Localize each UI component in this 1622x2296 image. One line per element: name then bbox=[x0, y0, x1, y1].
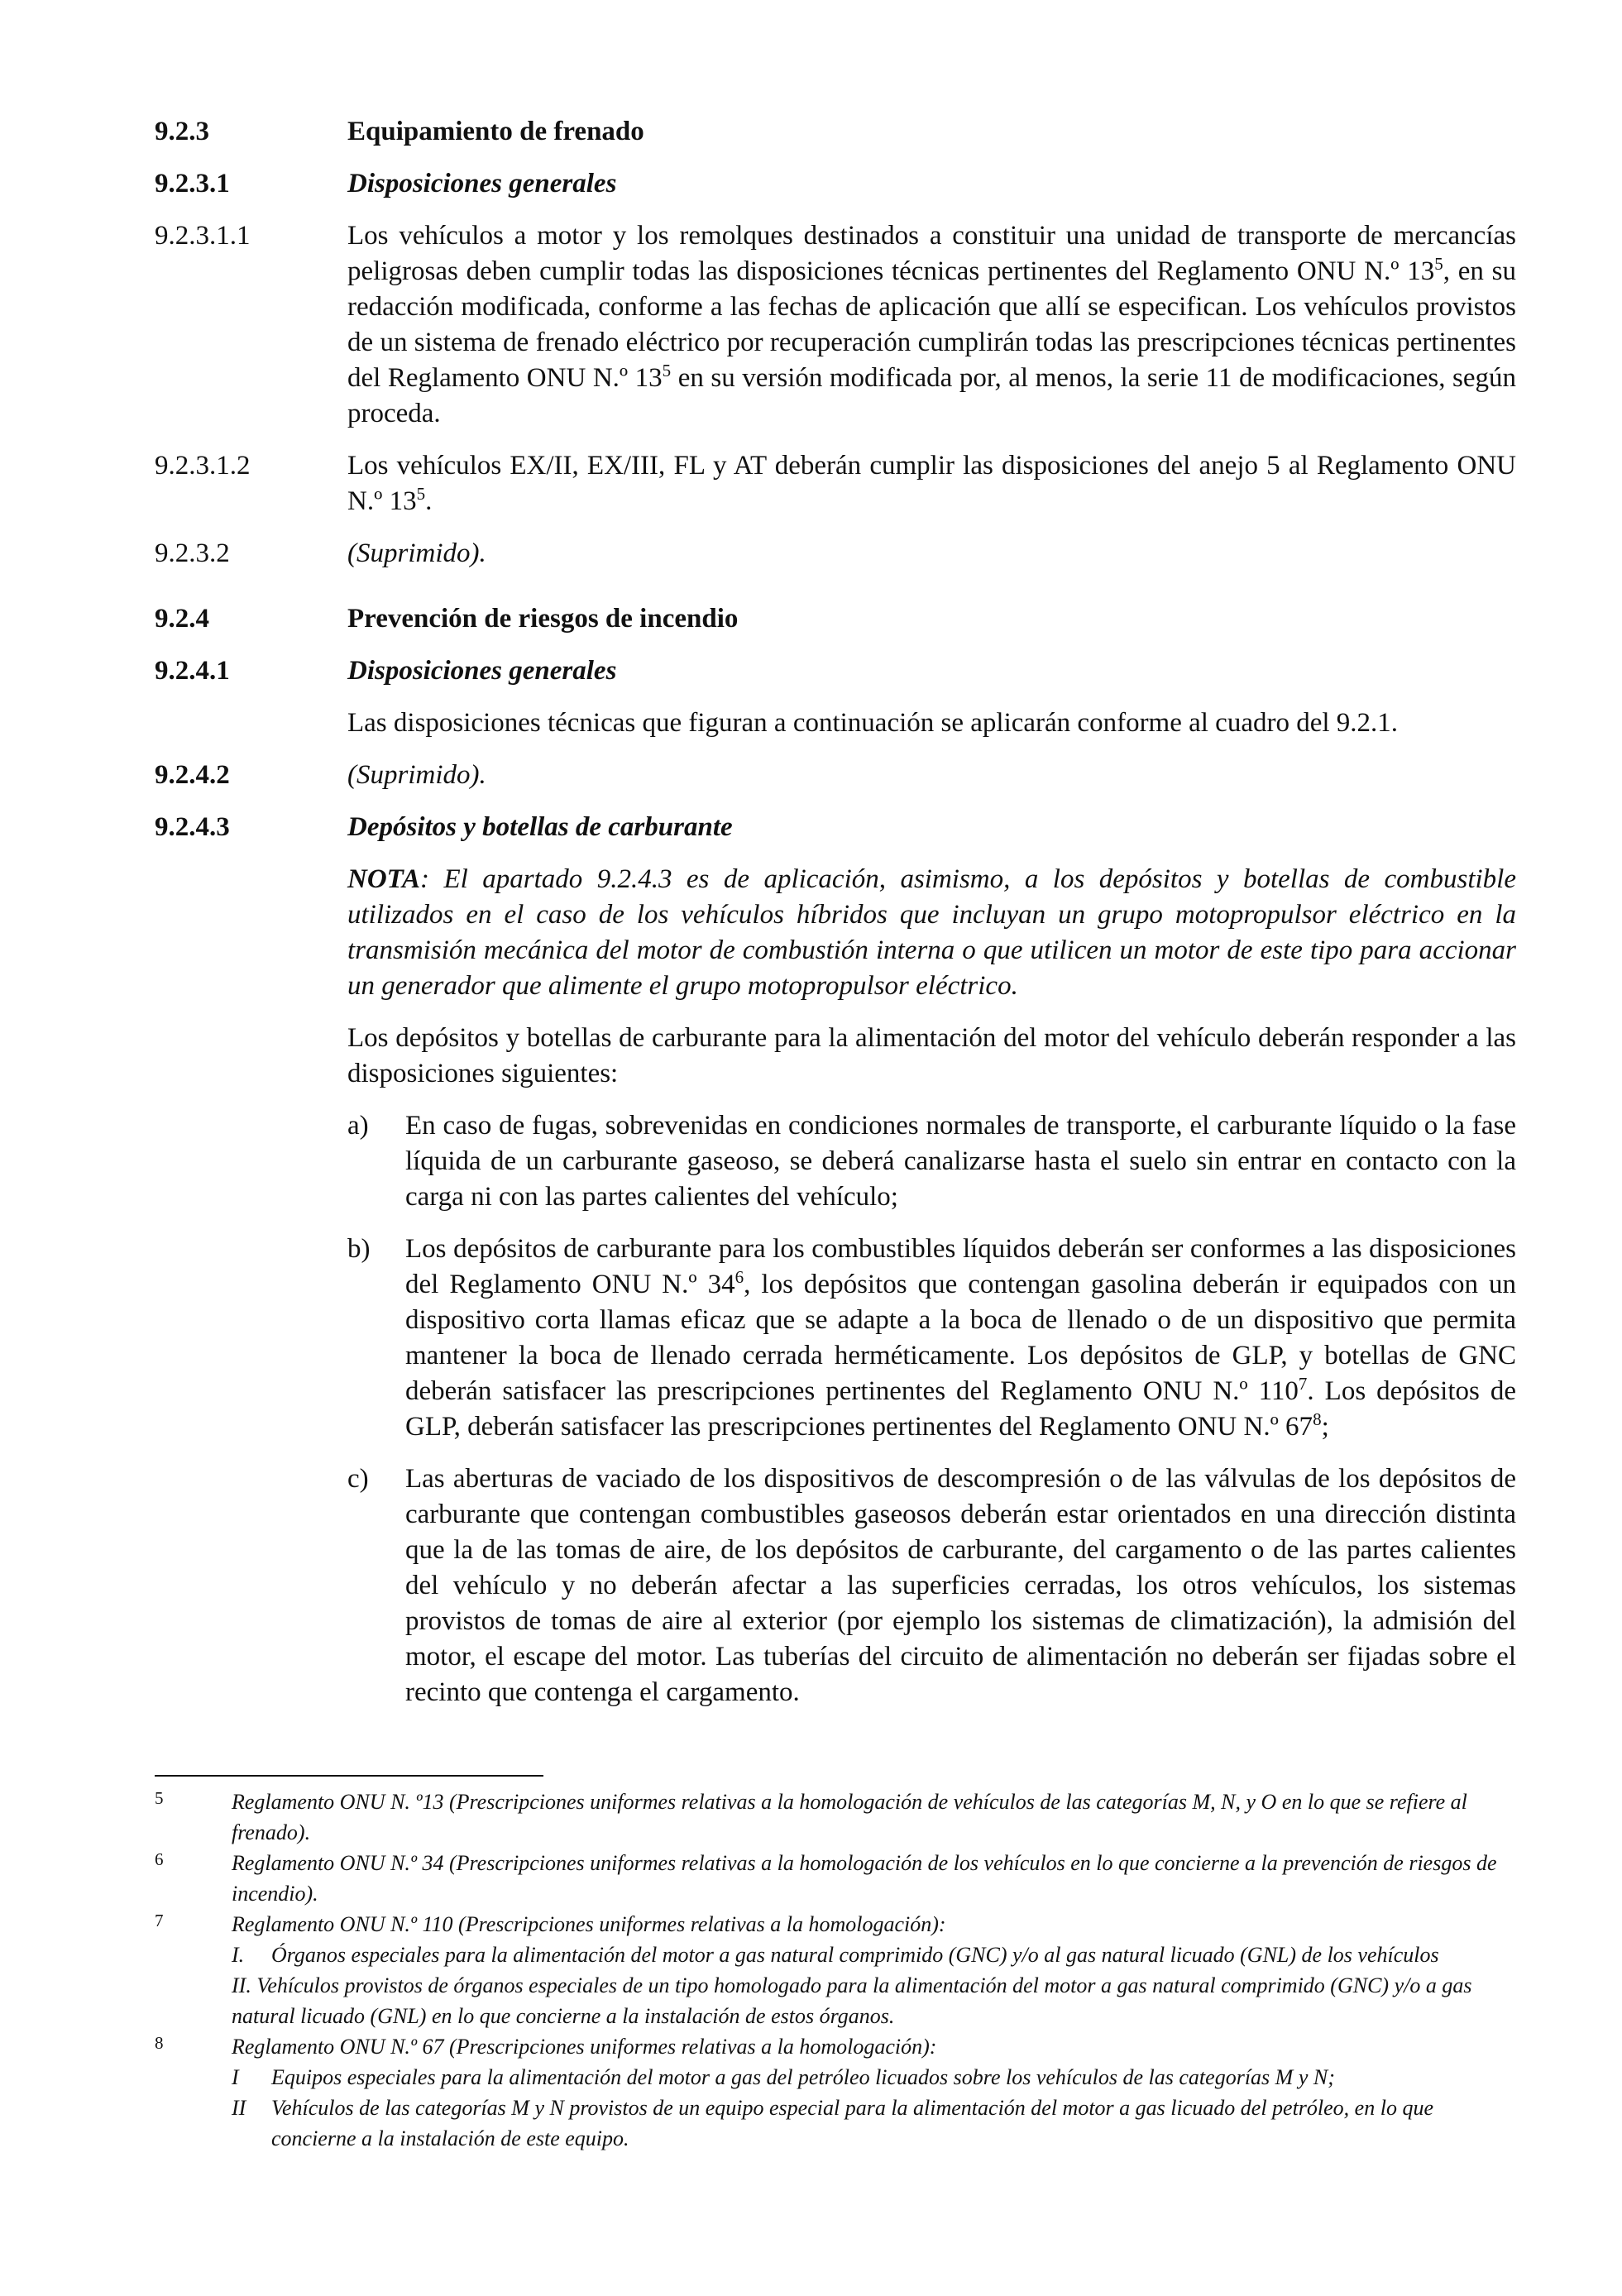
intro-paragraph: Los depósitos y botellas de carburante para la alimentación del motor del vehículo deberán responder a las disposiciones siguientes: bbox=[347, 1023, 1516, 1088]
text-part: Los vehículos EX/II, EX/III, FL y AT deberán cumplir las disposiciones del anejo 5 al Reglamento ONU N.º 13 bbox=[347, 451, 1516, 516]
section-number: 9.2.4 bbox=[155, 604, 209, 634]
note-text: : El apartado 9.2.4.3 es de aplicación, asimismo, a los depósitos y botellas de combustible utilizados en el caso de los vehículos híbridos que incluyan un grupo motopropulsor eléctrico en la transmisión mecánica del motor de combustión interna o que utilicen un motor de este tipo para accionar un generador que alimente el grupo motopropulsor eléctrico. bbox=[347, 864, 1516, 1001]
text-part: . Los depósitos de GLP, deberán satisfacer las prescripciones pertinentes del Reglamento ONU N.º 67 bbox=[405, 1376, 1516, 1442]
footnote-text: Reglamento ONU N.º 67 (Prescripciones uniformes relativas a la homologación): bbox=[232, 2035, 937, 2059]
list-text: Las aberturas de vaciado de los dispositivos de descompresión o de las válvulas de los depósitos de carburante que contengan combustibles gaseosos deberán estar orientados en una dirección distinta que la de las tomas de aire, de los depósitos de carburante, del cargamento o de las partes calientes del vehículo y no deberán afectar a las superficies cerradas, los otros vehículos, los sistemas provistos de tomas de aire al exterior (por ejemplo los sistemas de climatización), la admisión del motor, el escape del motor. Las tuberías del circuito de alimentación no deberán ser fijadas sobre el recinto que contenga el cargamento. bbox=[405, 1464, 1516, 1707]
main-content bbox=[155, 114, 1516, 1727]
subitem-text: Equipos especiales para la alimentación del motor a gas del petróleo licuados sobre los vehículos de las categorías M y N; bbox=[271, 2065, 1335, 2089]
list-marker: a) bbox=[347, 1111, 369, 1141]
section-number: 9.2.3.1 bbox=[155, 169, 230, 199]
section-title: Depósitos y botellas de carburante bbox=[347, 812, 733, 842]
footnote-6 bbox=[155, 1848, 1516, 1909]
footnote-number: 6 bbox=[155, 1849, 164, 1869]
section-9-2-3-1-2 bbox=[155, 448, 1516, 519]
text-part: ; bbox=[1321, 1412, 1329, 1442]
list-text: En caso de fugas, sobrevenidas en condiciones normales de transporte, el carburante líquido o la fase líquida de un carburante gaseoso, se deberá canalizarse hasta el suelo sin entrar en contacto con la carga ni con las partes calientes del vehículo; bbox=[405, 1111, 1516, 1212]
footnote-separator bbox=[155, 1775, 543, 1777]
footnote-subitem bbox=[232, 2062, 1516, 2093]
section-9-2-4 bbox=[155, 601, 1516, 637]
subitem-marker: I bbox=[232, 2065, 239, 2089]
text-part: Los depósitos de carburante para los combustibles líquidos deberán ser conformes a las disposiciones del Reglamento ONU N.º 34 bbox=[405, 1234, 1516, 1299]
footnote-subitem bbox=[232, 1940, 1516, 1970]
footnote-subitem: II. Vehículos provistos de órganos especiales de un tipo homologado para la alimentación del motor a gas natural comprimido (GNC) y/o a gas natural licuado (GNL) en lo que concierne a la instalación de estos órganos. bbox=[232, 1973, 1472, 2028]
section-9-2-3-2 bbox=[155, 536, 1516, 572]
text-part: . bbox=[425, 486, 433, 516]
footnote-ref[interactable]: 5 bbox=[1434, 254, 1443, 274]
footnote-ref[interactable]: 8 bbox=[1313, 1409, 1322, 1429]
section-number: 9.2.3 bbox=[155, 117, 209, 146]
list-marker: c) bbox=[347, 1464, 369, 1494]
footnote-body bbox=[232, 1909, 1516, 2031]
list-item-a bbox=[347, 1108, 1516, 1215]
footnote-ref[interactable]: 5 bbox=[416, 484, 426, 504]
footnote-number: 7 bbox=[155, 1911, 164, 1930]
text-part: Los vehículos a motor y los remolques destinados a constituir una unidad de transporte de mercancías peligrosas deben cumplir todas las disposiciones técnicas pertinentes del Reglamento ONU N.º 13 bbox=[347, 221, 1516, 286]
section-number: 9.2.3.1.2 bbox=[155, 451, 251, 481]
note-paragraph bbox=[347, 862, 1516, 1004]
text-part: , los depósitos que contengan gasolina deberán ir equipados con un dispositivo corta llamas eficaz que se adapte a la boca de llenado o de un dispositivo que permita mantener la boca de llenado cerrada herméticamente. Los depósitos de GLP, y botellas de GNC deberán satisfacer las prescripciones pertinentes del Reglamento ONU N.º 110 bbox=[405, 1270, 1516, 1406]
footnote-ref[interactable]: 5 bbox=[662, 361, 672, 380]
section-text: Las disposiciones técnicas que figuran a continuación se aplicarán conforme al cuadro del 9.2.1. bbox=[347, 708, 1399, 738]
section-number: 9.2.3.2 bbox=[155, 538, 230, 568]
section-text: (Suprimido). bbox=[347, 760, 486, 790]
section-title: Disposiciones generales bbox=[347, 169, 617, 199]
section-9-2-4-1 bbox=[155, 653, 1516, 689]
section-9-2-4-2 bbox=[155, 758, 1516, 793]
text-part: en su versión modificada por, al menos, la serie 11 de modificaciones, según proceda. bbox=[347, 363, 1516, 428]
note-label: NOTA bbox=[347, 864, 421, 894]
footnotes bbox=[155, 1787, 1516, 2154]
section-number: 9.2.4.2 bbox=[155, 760, 230, 790]
footnote-text: Reglamento ONU N.º 34 (Prescripciones uniformes relativas a la homologación de los vehículos en lo que concierne a la prevención de riesgos de incendio). bbox=[232, 1851, 1497, 1906]
section-title: Prevención de riesgos de incendio bbox=[347, 604, 739, 634]
spacer bbox=[155, 588, 1516, 601]
footnote-8 bbox=[155, 2031, 1516, 2154]
section-number: 9.2.4.3 bbox=[155, 812, 230, 842]
section-text: (Suprimido). bbox=[347, 538, 486, 568]
footnote-ref[interactable]: 7 bbox=[1298, 1374, 1308, 1394]
footnote-7 bbox=[155, 1909, 1516, 2031]
list-text bbox=[405, 1232, 1516, 1445]
subitem-text: Órganos especiales para la alimentación del motor a gas natural comprimido (GNC) y/o al gas natural licuado (GNL) de los vehículos bbox=[271, 1943, 1439, 1967]
section-number: 9.2.3.1.1 bbox=[155, 221, 251, 251]
subitem-marker: I. bbox=[232, 1943, 245, 1967]
subitem-text: Vehículos de las categorías M y N provistos de un equipo especial para la alimentación del motor a gas licuado del petróleo, en lo que concierne a la instalación de este equipo. bbox=[271, 2096, 1433, 2150]
footnote-number: 8 bbox=[155, 2033, 164, 2053]
section-title: Equipamiento de frenado bbox=[347, 117, 644, 146]
section-9-2-3-1 bbox=[155, 166, 1516, 202]
section-9-2-4-3 bbox=[155, 810, 1516, 845]
list-item-b bbox=[347, 1232, 1516, 1445]
footnote-text: Reglamento ONU N.º 110 (Prescripciones uniformes relativas a la homologación): bbox=[232, 1912, 946, 1936]
text-part: , en su redacción modificada, conforme a las fechas de aplicación que allí se especifican. Los vehículos provistos de un sistema de frenado eléctrico por recuperación cumplirán todas las prescripciones técnicas pertinentes del Reglamento ONU N.º 13 bbox=[347, 256, 1516, 393]
footnote-body bbox=[232, 2031, 1516, 2154]
section-9-2-3 bbox=[155, 114, 1516, 150]
section-text bbox=[347, 448, 1516, 519]
section-9-2-3-1-1 bbox=[155, 218, 1516, 432]
footnote-subitem bbox=[232, 2093, 1516, 2154]
list-item-c bbox=[347, 1461, 1516, 1710]
footnote-number: 5 bbox=[155, 1788, 164, 1808]
footnote-5 bbox=[155, 1787, 1516, 1848]
footnote-ref[interactable]: 6 bbox=[734, 1267, 744, 1287]
list-marker: b) bbox=[347, 1234, 371, 1264]
section-number: 9.2.4.1 bbox=[155, 656, 230, 686]
section-title: Disposiciones generales bbox=[347, 656, 617, 686]
footnote-text: Reglamento ONU N. º13 (Prescripciones uniformes relativas a la homologación de vehículos de las categorías M, N, y O en lo que se refiere al frenado). bbox=[232, 1790, 1467, 1844]
subitem-marker: II bbox=[232, 2096, 246, 2120]
section-text bbox=[347, 218, 1516, 432]
